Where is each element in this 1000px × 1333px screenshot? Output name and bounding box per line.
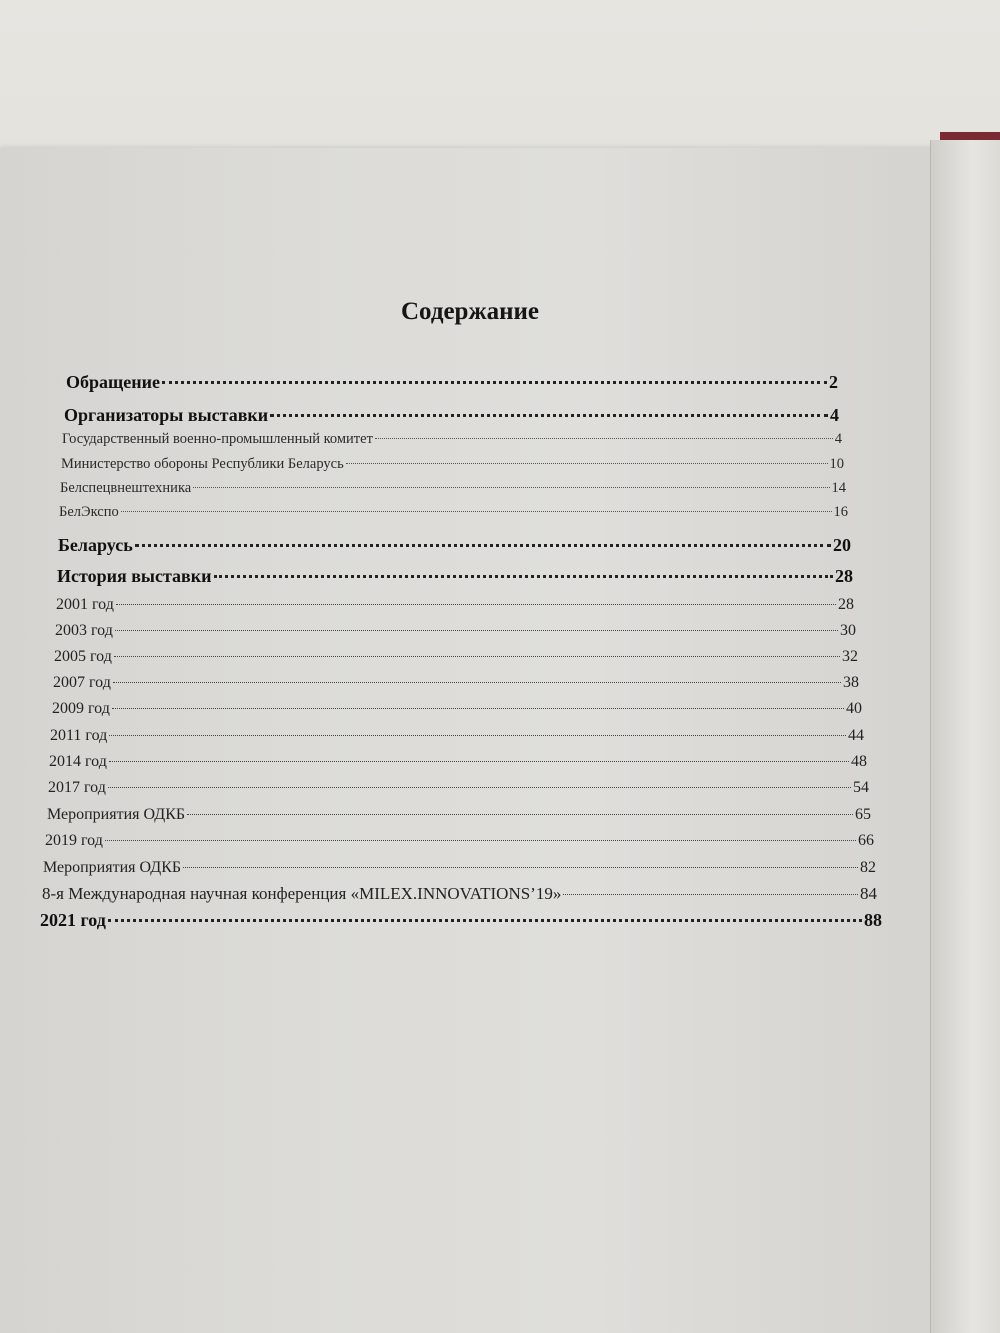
- toc-entry-label: Беларусь: [58, 535, 133, 555]
- toc-entry-page: 20: [833, 535, 851, 555]
- toc-entry-page: 54: [853, 779, 869, 796]
- toc-entry-label: Белспецвнештехника: [60, 480, 192, 496]
- page-title: Содержание: [400, 298, 539, 325]
- toc-entry-label: 2005 год: [54, 648, 112, 665]
- toc-entry-label: 8-я Международная научная конференция «MILEX.INNOVATIONS’19»: [42, 884, 562, 903]
- toc-entry-page: 66: [858, 832, 874, 849]
- toc-entry-label: 2007 год: [53, 674, 111, 691]
- toc-entry-csto-events-2: [43, 859, 876, 877]
- toc-entry-appeal: [66, 372, 838, 393]
- toc-entry-label: 2021 год: [40, 910, 106, 930]
- toc-entry-page: 4: [830, 405, 839, 425]
- toc-entry-year-2021: [40, 910, 882, 931]
- dot-leader: [135, 544, 831, 547]
- toc-entry-label: 2003 год: [55, 622, 113, 639]
- toc-entry-year-2011: [50, 727, 864, 745]
- dot-leader: [183, 867, 858, 868]
- toc-entry-history: [57, 566, 853, 587]
- dot-leader: [105, 840, 856, 841]
- toc-entry-page: 4: [834, 431, 842, 447]
- toc-entry-page: 28: [835, 566, 853, 586]
- toc-entry-label: БелЭкспо: [59, 504, 119, 520]
- dot-leader: [115, 630, 838, 631]
- toc-entry-year-2003: [55, 622, 856, 640]
- toc-entry-label: Мероприятия ОДКБ: [43, 859, 182, 876]
- dot-leader: [108, 919, 862, 922]
- toc-entry-belexpo: [59, 504, 848, 521]
- toc-entry-label: История выставки: [57, 566, 212, 586]
- dot-leader: [113, 682, 841, 683]
- toc-entry-label: Мероприятия ОДКБ: [47, 806, 186, 823]
- dot-leader: [121, 511, 832, 512]
- toc-entry-page: 38: [843, 674, 859, 691]
- toc-entry-label: 2011 год: [50, 727, 108, 744]
- dot-leader: [375, 438, 833, 439]
- toc-entry-page: 84: [860, 884, 877, 903]
- toc-entry-label: Министерство обороны Республики Беларусь: [61, 456, 344, 472]
- toc-entry-conference: [42, 884, 877, 904]
- toc-entry-page: 65: [855, 806, 871, 823]
- dot-leader: [193, 487, 829, 488]
- toc-entry-page: 2: [829, 372, 838, 392]
- toc-entry-belspets: [60, 480, 846, 497]
- toc-entry-label: Обращение: [66, 372, 160, 392]
- toc-entry-year-2005: [54, 648, 858, 666]
- dot-leader: [116, 604, 836, 605]
- toc-entry-year-2019: [45, 832, 874, 850]
- toc-entry-csto-events: [47, 806, 871, 824]
- toc-entry-page: 10: [829, 456, 844, 472]
- toc-entry-page: 48: [851, 753, 867, 770]
- toc-entry-page: 40: [846, 700, 862, 717]
- toc-entry-year-2001: [56, 596, 854, 614]
- toc-entry-year-2014: [49, 753, 867, 771]
- toc-entry-page: 14: [831, 480, 846, 496]
- toc-entry-organizers: [64, 405, 839, 426]
- dot-leader: [109, 735, 846, 736]
- toc-entry-page: 82: [860, 859, 876, 876]
- toc-entry-label: 2017 год: [48, 779, 106, 796]
- dot-leader: [112, 708, 844, 709]
- dot-leader: [270, 414, 828, 417]
- toc-entry-label: Государственный военно-промышленный комитет: [62, 431, 373, 447]
- toc-entry-page: 16: [833, 504, 848, 520]
- toc-entry-year-2007: [53, 674, 859, 692]
- toc-entry-label: 2009 год: [52, 700, 110, 717]
- toc-entry-military-committee: [62, 431, 842, 448]
- toc-entry-label: 2019 год: [45, 832, 103, 849]
- toc-entry-page: 28: [838, 596, 854, 613]
- toc-entry-label: Организаторы выставки: [64, 405, 269, 425]
- toc-entry-label: 2014 год: [49, 753, 107, 770]
- toc-entry-page: 32: [842, 648, 858, 665]
- dot-leader: [563, 894, 858, 895]
- dot-leader: [108, 787, 851, 788]
- dot-leader: [214, 575, 833, 578]
- toc-entry-ministry-defense: [61, 456, 844, 473]
- dot-leader: [187, 814, 853, 815]
- toc-entry-page: 88: [864, 910, 882, 930]
- toc-entry-year-2017: [48, 779, 869, 797]
- toc-entry-label: 2001 год: [56, 596, 114, 613]
- toc-entry-year-2009: [52, 700, 862, 718]
- dot-leader: [109, 761, 849, 762]
- dot-leader: [162, 381, 827, 384]
- dot-leader: [346, 463, 828, 464]
- toc-entry-page: 30: [840, 622, 856, 639]
- toc-entry-page: 44: [848, 727, 864, 744]
- toc-entry-belarus: [58, 535, 851, 556]
- dot-leader: [114, 656, 840, 657]
